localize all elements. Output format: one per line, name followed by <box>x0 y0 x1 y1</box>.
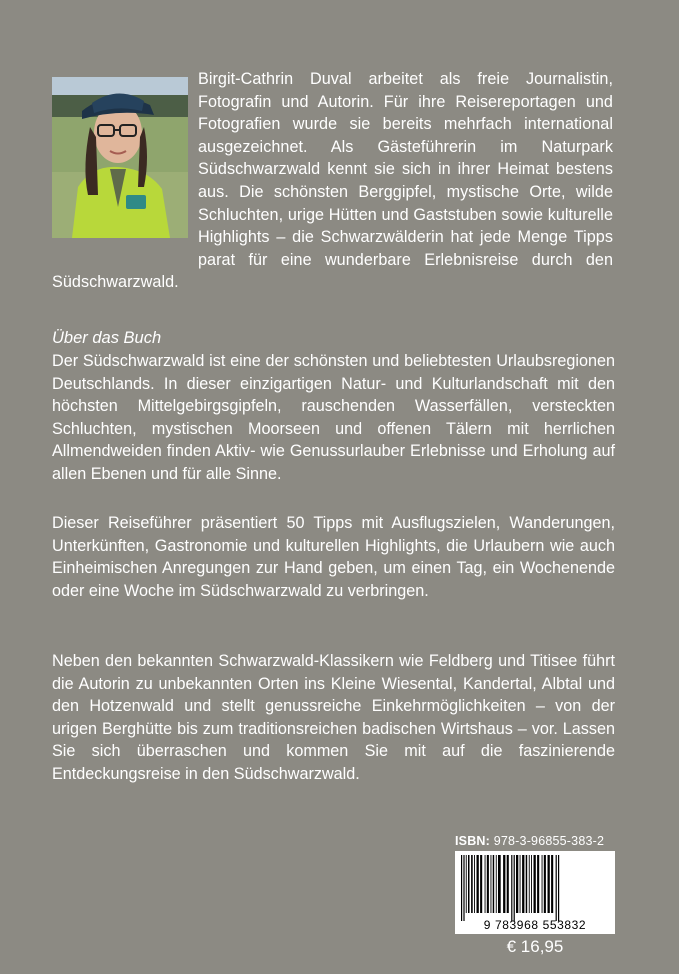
barcode-bar <box>507 855 509 913</box>
about-paragraph-1: Der Südschwarzwald ist eine der schönsten und beliebtesten Urlaubsregionen Deutschlands. In dieser einzigartigen Natur- und Kulturlandschaft mit den höchsten Mittelgebirgsgipfeln, rauschenden Wasserfällen, versteckten Schluchten, mystischen Moorseen und offenen Tälern mit herrlichen Allmendweiden finden Aktiv- wie Genussurlauber Erlebnisse und Erholung auf allen Ebenen und für alle Sinne. <box>52 352 615 483</box>
barcode-bar <box>544 855 546 913</box>
about-book-heading: Über das Buch <box>52 329 162 347</box>
barcode-bar <box>474 855 475 913</box>
barcode-bar <box>493 855 495 913</box>
about-paragraph-2: Dieser Reiseführer präsentiert 50 Tipps mit Ausflugszielen, Wanderungen, Unterkünften, Gastronomie und kulturellen Highlights, die Urlaubern wie auch Einheimischen Anregungen zur Hand geben, um einen Tag, ein Wochenende oder eine Woche im Südschwarzwald zu verbringen. <box>52 514 615 600</box>
barcode-icon <box>455 851 615 934</box>
barcode-bar <box>526 855 528 913</box>
barcode-bar <box>529 855 530 913</box>
barcode <box>455 851 615 934</box>
barcode-bar <box>480 855 482 913</box>
barcode-bar <box>558 855 559 921</box>
barcode-bar <box>531 855 532 913</box>
barcode-bar <box>503 855 505 913</box>
barcode-bar <box>466 855 467 913</box>
isbn-number: 978-3-96855-383-2 <box>493 834 605 848</box>
barcode-bar <box>485 855 486 913</box>
barcode-bar <box>498 855 501 913</box>
price: € 16,95 <box>506 937 564 956</box>
barcode-bar <box>556 855 557 921</box>
barcode-bar <box>463 855 464 921</box>
barcode-bar <box>487 855 489 913</box>
isbn-label <box>455 834 615 848</box>
author-bio: Birgit-Cathrin Duval arbeitet als freie Journalistin, Fotografin und Autorin. Für ihre Reisereportagen und Fotografien wurde sie bereits mehrfach international ausgezeichnet. Als Gästeführerin im Naturpark Südschwarzwald kennt sie sich in ihrer Heimat bestens aus. Die schönsten Berggipfel, mystische Orte, wilde Schluchten, urige Hütten und Gaststuben sowie kulturelle Highlights – die Schwarzwälderin hat jede Menge Tipps parat für eine wunderbare Erlebnisreise durch den Südschwarzwald. <box>52 70 613 292</box>
barcode-bar <box>468 855 470 913</box>
barcode-bar <box>477 855 479 913</box>
barcode-bar <box>491 855 492 913</box>
isbn-prefix: ISBN: <box>455 834 491 848</box>
barcode-bar <box>471 855 473 913</box>
about-paragraph-3: Neben den bekannten Schwarzwald-Klassikern wie Feldberg und Titisee führt die Autorin zu unbekannten Orten ins Kleine Wiesental, Kandertal, Albtal und den Hotzenwald und stellt genussreiche Einkehrmöglichkeiten – von der urigen Berghütte bis zum traditionsreichen badischen Wirtshaus – vor. Lassen Sie sich überraschen und kommen Sie mit auf die faszinierende Entdeckungsreise in den Südschwarzwald. <box>52 652 615 783</box>
barcode-digits: 9 783968 553832 <box>483 918 587 932</box>
barcode-bar <box>522 855 524 913</box>
barcode-bar <box>534 855 536 913</box>
barcode-bar <box>514 855 515 921</box>
barcode-bar <box>511 855 512 921</box>
barcode-bar <box>516 855 518 913</box>
barcode-bar <box>537 855 539 913</box>
barcode-bar <box>551 855 553 913</box>
barcode-bar <box>520 855 521 913</box>
barcode-bar <box>542 855 543 913</box>
barcode-bar <box>548 855 550 913</box>
barcode-bar <box>496 855 497 913</box>
barcode-bar <box>461 855 462 921</box>
